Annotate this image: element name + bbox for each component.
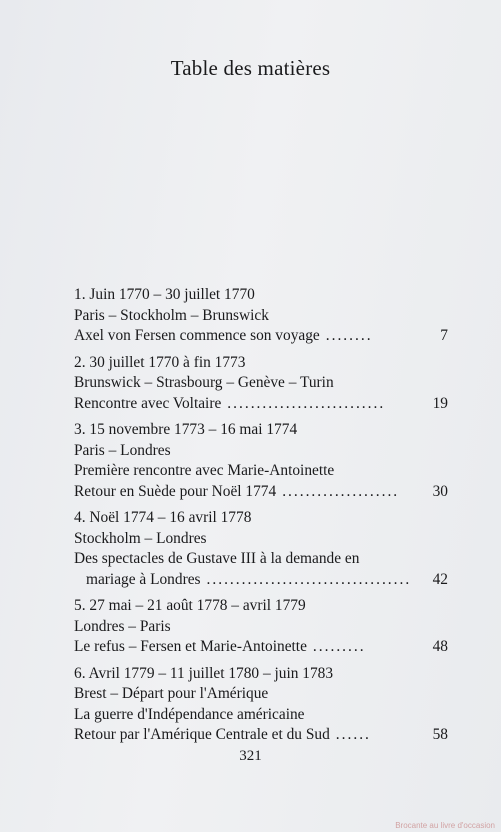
page-number-folio: 321 (239, 748, 262, 764)
toc-entry-line: Le refus – Fersen et Marie-Antoinette (74, 638, 307, 655)
toc-entry-line: La guerre d'Indépendance américaine (74, 705, 305, 723)
toc-page-number: 48 (432, 638, 448, 655)
page-title: Table des matières (170, 56, 331, 80)
toc-entry-line: Axel von Fersen commence son voyage (74, 327, 320, 344)
toc-entry-line: Première rencontre avec Marie-Antoinette (74, 462, 335, 479)
toc-entry-line: 3. 15 novembre 1773 – 16 mai 1774 (74, 421, 298, 438)
toc-entry-line: Londres – Paris (74, 617, 171, 635)
toc-entry-last-line (74, 570, 448, 591)
dot-leader: ...... (335, 726, 371, 743)
toc-entry-line: mariage à Londres (86, 570, 201, 588)
toc-entry-line: 1. Juin 1770 – 30 juillet 1770 (74, 286, 255, 303)
toc-entry-line: Des spectacles de Gustave III à la demande en (74, 550, 360, 567)
toc-entry-6 (74, 664, 448, 746)
watermark: Brocante au livre d'occasion (395, 821, 495, 830)
toc-entry-line: Stockholm – Londres (74, 529, 207, 547)
dot-leader: .................... (282, 482, 400, 500)
table-of-contents (74, 285, 448, 752)
toc-entry-line: Brest – Départ pour l'Amérique (74, 685, 269, 702)
toc-page-number: 7 (440, 327, 448, 344)
toc-entry-line: Brunswick – Strasbourg – Genève – Turin (74, 374, 334, 391)
toc-page-number: 19 (432, 394, 448, 412)
dot-leader: ........ (325, 327, 373, 344)
toc-entry-1 (74, 285, 448, 347)
toc-entry-line: 2. 30 juillet 1770 à fin 1773 (74, 353, 246, 371)
toc-entry-4 (74, 508, 448, 590)
toc-entry-last-line (74, 482, 448, 503)
toc-entry-line: 4. Noël 1774 – 16 avril 1778 (74, 509, 252, 526)
toc-entry-3 (74, 420, 448, 502)
toc-entry-line: Retour par l'Amérique Centrale et du Sud (74, 726, 330, 743)
dot-leader: ........................... (227, 394, 386, 412)
dot-leader: ................................... (206, 570, 412, 588)
toc-entry-5 (74, 596, 448, 658)
toc-page-number: 58 (432, 726, 448, 743)
toc-entry-2 (74, 353, 448, 415)
toc-entry-line: Rencontre avec Voltaire (74, 394, 222, 412)
toc-entry-last-line (74, 326, 448, 347)
toc-entry-last-line (74, 394, 448, 415)
toc-entry-line: Paris – Stockholm – Brunswick (74, 306, 269, 324)
dot-leader: ......... (312, 638, 366, 655)
toc-entry-line: 6. Avril 1779 – 11 juillet 1780 – juin 1783 (74, 664, 334, 682)
toc-entry-last-line (74, 637, 448, 658)
toc-entry-line: 5. 27 mai – 21 août 1778 – avril 1779 (74, 597, 306, 614)
toc-entry-line: Paris – Londres (74, 441, 171, 459)
toc-entry-line: Retour en Suède pour Noël 1774 (74, 482, 277, 500)
toc-page-number: 42 (432, 570, 448, 588)
toc-entry-last-line (74, 725, 448, 746)
toc-page-number: 30 (432, 482, 448, 500)
